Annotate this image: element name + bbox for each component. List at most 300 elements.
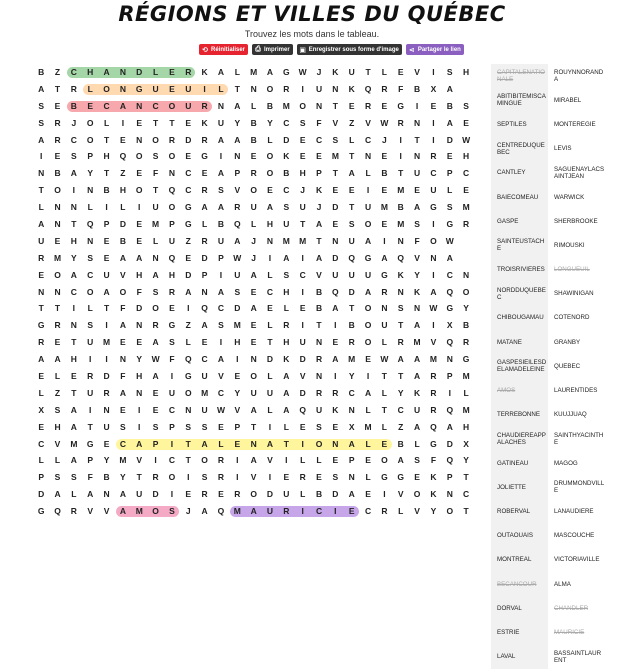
grid-cell[interactable]: T <box>283 438 289 449</box>
grid-cell[interactable]: V <box>250 472 257 483</box>
grid-cell[interactable]: S <box>332 472 339 483</box>
grid-cell[interactable]: T <box>463 506 469 517</box>
grid-cell[interactable]: H <box>463 67 470 77</box>
grid-cell[interactable]: H <box>119 185 126 196</box>
grid-cell[interactable]: P <box>87 151 94 162</box>
grid-cell[interactable]: N <box>119 83 126 94</box>
grid-cell[interactable]: I <box>415 100 419 111</box>
grid-cell[interactable]: L <box>365 168 371 179</box>
grid-cell[interactable]: U <box>87 387 94 398</box>
grid-cell[interactable]: A <box>348 438 355 449</box>
grid-cell[interactable]: E <box>267 303 273 314</box>
grid-cell[interactable]: G <box>37 320 45 331</box>
grid-cell[interactable]: E <box>381 438 388 449</box>
grid-cell[interactable]: Y <box>234 117 241 128</box>
grid-cell[interactable]: R <box>217 455 225 466</box>
grid-cell[interactable]: R <box>397 117 404 128</box>
grid-cell[interactable]: N <box>463 269 470 280</box>
grid-cell[interactable]: E <box>316 472 322 483</box>
grid-cell[interactable]: N <box>266 235 274 246</box>
grid-cell[interactable]: A <box>152 371 159 382</box>
grid-cell[interactable]: R <box>168 286 175 297</box>
grid-cell[interactable]: N <box>136 134 143 145</box>
grid-cell[interactable]: L <box>447 185 453 196</box>
grid-cell[interactable]: G <box>381 269 388 280</box>
grid-cell[interactable]: L <box>283 303 289 314</box>
grid-cell[interactable]: S <box>120 421 126 432</box>
grid-cell[interactable]: Y <box>71 252 77 263</box>
grid-cell[interactable]: T <box>54 83 61 94</box>
grid-cell[interactable]: A <box>38 219 45 230</box>
grid-cell[interactable]: M <box>462 404 470 415</box>
grid-cell[interactable]: N <box>332 438 339 449</box>
grid-cell[interactable]: O <box>168 100 176 111</box>
grid-cell[interactable]: V <box>365 117 371 128</box>
print-button[interactable]: ⎙ Imprimer <box>252 44 293 55</box>
grid-cell[interactable]: I <box>366 185 370 196</box>
grid-cell[interactable]: K <box>283 354 290 365</box>
grid-cell[interactable]: U <box>168 387 175 398</box>
grid-cell[interactable]: W <box>380 117 389 128</box>
grid-cell[interactable]: V <box>299 371 306 382</box>
grid-cell[interactable]: K <box>414 286 421 297</box>
grid-cell[interactable]: J <box>382 134 387 145</box>
grid-cell[interactable]: S <box>152 151 159 162</box>
grid-cell[interactable]: G <box>430 438 437 449</box>
grid-cell[interactable]: B <box>414 83 421 94</box>
grid-cell[interactable]: Z <box>120 168 126 179</box>
grid-cell[interactable]: L <box>185 337 191 348</box>
grid-cell[interactable]: X <box>446 320 453 331</box>
grid-cell[interactable]: G <box>430 202 437 213</box>
grid-cell[interactable]: M <box>282 235 290 246</box>
grid-cell[interactable]: L <box>218 83 224 94</box>
grid-cell[interactable]: N <box>54 219 61 230</box>
grid-cell[interactable]: A <box>414 320 421 331</box>
grid-cell[interactable]: Y <box>87 168 94 179</box>
grid-cell[interactable]: X <box>348 421 355 432</box>
grid-cell[interactable]: E <box>381 151 388 162</box>
grid-cell[interactable]: L <box>267 320 273 331</box>
grid-cell[interactable]: A <box>234 100 241 111</box>
grid-cell[interactable]: S <box>332 134 339 145</box>
grid-cell[interactable]: Q <box>446 404 454 415</box>
grid-cell[interactable]: E <box>38 421 44 432</box>
grid-cell[interactable]: C <box>201 354 208 365</box>
grid-cell[interactable]: L <box>381 387 387 398</box>
grid-cell[interactable]: F <box>169 354 175 365</box>
grid-cell[interactable]: B <box>446 100 453 111</box>
grid-cell[interactable]: J <box>71 117 77 128</box>
reset-button[interactable]: ⟲ Réinitialiser <box>199 44 248 55</box>
grid-cell[interactable]: N <box>38 286 45 297</box>
grid-cell[interactable]: I <box>236 455 239 466</box>
grid-cell[interactable]: H <box>136 371 143 382</box>
grid-cell[interactable]: R <box>364 100 372 111</box>
grid-cell[interactable]: I <box>187 472 190 483</box>
grid-cell[interactable]: G <box>184 371 192 382</box>
grid-cell[interactable]: Y <box>430 506 437 517</box>
grid-cell[interactable]: R <box>430 387 437 398</box>
grid-cell[interactable]: F <box>316 117 322 128</box>
grid-cell[interactable]: L <box>251 219 257 230</box>
grid-cell[interactable]: E <box>169 303 175 314</box>
grid-cell[interactable]: R <box>381 286 388 297</box>
grid-cell[interactable]: L <box>349 134 355 145</box>
grid-cell[interactable]: A <box>348 489 355 500</box>
grid-cell[interactable]: B <box>103 472 110 483</box>
grid-cell[interactable]: I <box>89 404 92 415</box>
grid-cell[interactable]: N <box>136 320 143 331</box>
grid-cell[interactable]: U <box>364 269 372 280</box>
grid-cell[interactable]: U <box>217 235 225 246</box>
grid-cell[interactable]: C <box>463 489 470 500</box>
grid-cell[interactable]: A <box>315 252 323 263</box>
grid-cell[interactable]: N <box>87 185 94 196</box>
grid-cell[interactable]: N <box>54 202 61 213</box>
grid-cell[interactable]: A <box>217 67 225 77</box>
grid-cell[interactable]: R <box>201 235 208 246</box>
grid-cell[interactable]: N <box>315 371 323 382</box>
grid-cell[interactable]: S <box>348 219 355 230</box>
grid-cell[interactable]: L <box>267 269 273 280</box>
grid-cell[interactable]: S <box>152 286 159 297</box>
grid-cell[interactable]: R <box>315 387 323 398</box>
grid-cell[interactable]: U <box>250 202 257 213</box>
grid-cell[interactable]: A <box>38 134 45 145</box>
grid-cell[interactable]: T <box>38 303 44 314</box>
grid-cell[interactable]: E <box>332 185 339 196</box>
grid-cell[interactable]: A <box>87 489 94 500</box>
grid-cell[interactable]: P <box>169 219 175 230</box>
letter-grid[interactable] <box>33 64 474 520</box>
grid-cell[interactable]: C <box>283 185 290 196</box>
grid-cell[interactable]: B <box>250 134 257 145</box>
grid-cell[interactable]: B <box>315 303 323 314</box>
grid-cell[interactable]: V <box>414 67 420 77</box>
grid-cell[interactable]: C <box>217 387 225 398</box>
grid-cell[interactable]: U <box>152 83 159 94</box>
grid-cell[interactable]: Q <box>430 421 437 432</box>
grid-cell[interactable]: W <box>298 67 307 77</box>
grid-cell[interactable]: T <box>152 185 159 196</box>
grid-cell[interactable]: Q <box>168 252 176 263</box>
grid-cell[interactable]: S <box>218 320 224 331</box>
grid-cell[interactable]: G <box>37 506 45 517</box>
grid-cell[interactable]: E <box>201 168 208 179</box>
grid-cell[interactable]: U <box>299 202 306 213</box>
grid-cell[interactable]: E <box>250 151 257 162</box>
grid-cell[interactable]: I <box>383 235 386 246</box>
grid-cell[interactable]: C <box>70 134 77 145</box>
grid-cell[interactable]: D <box>152 489 159 500</box>
grid-cell[interactable]: A <box>283 387 290 398</box>
grid-cell[interactable]: Q <box>119 151 127 162</box>
grid-cell[interactable]: G <box>86 438 94 449</box>
grid-cell[interactable]: N <box>152 252 159 263</box>
grid-cell[interactable]: L <box>87 83 93 94</box>
grid-cell[interactable]: M <box>233 506 241 517</box>
grid-cell[interactable]: L <box>202 219 208 230</box>
grid-cell[interactable]: R <box>103 387 110 398</box>
grid-cell[interactable]: P <box>234 168 241 179</box>
grid-cell[interactable]: A <box>446 252 453 263</box>
grid-cell[interactable]: E <box>299 134 306 145</box>
grid-cell[interactable]: U <box>315 404 323 415</box>
grid-cell[interactable]: E <box>365 354 371 365</box>
grid-cell[interactable]: I <box>219 151 223 162</box>
grid-cell[interactable]: C <box>152 100 159 111</box>
grid-cell[interactable]: O <box>86 134 94 145</box>
grid-cell[interactable]: R <box>185 67 192 77</box>
grid-cell[interactable]: E <box>120 134 126 145</box>
grid-cell[interactable]: E <box>218 489 224 500</box>
grid-cell[interactable]: A <box>217 286 225 297</box>
grid-cell[interactable]: T <box>316 320 322 331</box>
grid-cell[interactable]: T <box>103 303 110 314</box>
grid-cell[interactable]: I <box>432 320 435 331</box>
grid-cell[interactable]: E <box>250 320 257 331</box>
grid-cell[interactable]: E <box>71 371 77 382</box>
grid-cell[interactable]: M <box>348 354 356 365</box>
grid-cell[interactable]: L <box>54 371 61 382</box>
grid-cell[interactable]: E <box>152 387 159 398</box>
grid-cell[interactable]: O <box>266 151 274 162</box>
grid-cell[interactable]: A <box>381 252 388 263</box>
grid-cell[interactable]: U <box>201 371 208 382</box>
grid-cell[interactable]: A <box>103 286 110 297</box>
grid-cell[interactable]: E <box>365 489 371 500</box>
grid-cell[interactable]: A <box>119 506 126 517</box>
grid-cell[interactable]: M <box>103 337 111 348</box>
grid-cell[interactable]: I <box>170 438 174 449</box>
grid-cell[interactable]: V <box>120 269 126 280</box>
grid-cell[interactable]: U <box>364 202 372 213</box>
grid-cell[interactable]: I <box>268 472 272 483</box>
grid-cell[interactable]: Y <box>414 269 420 280</box>
grid-cell[interactable]: S <box>234 286 241 297</box>
grid-cell[interactable]: E <box>316 151 322 162</box>
grid-cell[interactable]: E <box>250 337 257 348</box>
grid-cell[interactable]: N <box>103 404 110 415</box>
grid-cell[interactable]: C <box>315 134 323 145</box>
grid-cell[interactable]: M <box>152 219 160 230</box>
grid-cell[interactable]: U <box>168 235 175 246</box>
grid-cell[interactable]: O <box>184 387 192 398</box>
grid-cell[interactable]: E <box>381 100 388 111</box>
grid-cell[interactable]: U <box>87 337 94 348</box>
grid-cell[interactable]: F <box>414 235 420 246</box>
grid-cell[interactable]: Q <box>299 404 306 415</box>
grid-cell[interactable]: N <box>250 83 257 94</box>
grid-cell[interactable]: S <box>201 472 208 483</box>
grid-cell[interactable]: L <box>381 67 387 77</box>
grid-cell[interactable]: Q <box>168 185 176 196</box>
grid-cell[interactable]: N <box>446 354 453 365</box>
grid-cell[interactable]: A <box>103 67 110 77</box>
grid-cell[interactable]: M <box>53 252 62 263</box>
grid-cell[interactable]: E <box>234 371 241 382</box>
grid-cell[interactable]: C <box>364 506 372 517</box>
grid-cell[interactable]: D <box>185 269 192 280</box>
grid-cell[interactable]: A <box>430 286 437 297</box>
grid-cell[interactable]: I <box>399 151 402 162</box>
grid-cell[interactable]: R <box>250 168 257 179</box>
grid-cell[interactable]: D <box>119 219 126 230</box>
grid-cell[interactable]: D <box>446 134 453 145</box>
grid-cell[interactable]: F <box>136 286 142 297</box>
grid-cell[interactable]: T <box>103 168 110 179</box>
grid-cell[interactable]: M <box>119 455 127 466</box>
grid-cell[interactable]: K <box>397 269 404 280</box>
grid-cell[interactable]: E <box>299 151 306 162</box>
grid-cell[interactable]: T <box>365 67 371 77</box>
grid-cell[interactable]: R <box>234 202 241 213</box>
grid-cell[interactable]: Q <box>446 455 454 466</box>
grid-cell[interactable]: E <box>87 100 94 111</box>
grid-cell[interactable]: K <box>201 67 208 77</box>
grid-cell[interactable]: L <box>316 455 322 466</box>
grid-cell[interactable]: R <box>54 117 61 128</box>
grid-cell[interactable]: N <box>168 168 175 179</box>
grid-cell[interactable]: C <box>299 269 306 280</box>
grid-cell[interactable]: N <box>315 100 323 111</box>
grid-cell[interactable]: Q <box>332 286 339 297</box>
grid-cell[interactable]: E <box>250 286 257 297</box>
grid-cell[interactable]: E <box>54 100 61 111</box>
grid-cell[interactable]: N <box>54 286 61 297</box>
grid-cell[interactable]: Q <box>86 219 94 230</box>
grid-cell[interactable]: R <box>38 337 45 348</box>
grid-cell[interactable]: I <box>72 185 76 196</box>
grid-cell[interactable]: H <box>283 337 290 348</box>
grid-cell[interactable]: E <box>54 337 61 348</box>
grid-cell[interactable]: I <box>72 303 76 314</box>
grid-cell[interactable]: U <box>185 100 192 111</box>
grid-cell[interactable]: J <box>251 252 256 263</box>
grid-cell[interactable]: M <box>364 421 372 432</box>
grid-cell[interactable]: O <box>86 286 94 297</box>
grid-cell[interactable]: T <box>152 117 159 128</box>
grid-cell[interactable]: L <box>414 438 420 449</box>
grid-cell[interactable]: V <box>397 489 404 500</box>
grid-cell[interactable]: H <box>283 286 290 297</box>
grid-cell[interactable]: I <box>219 269 223 280</box>
grid-cell[interactable]: I <box>301 286 304 297</box>
grid-cell[interactable]: N <box>217 100 225 111</box>
grid-cell[interactable]: N <box>315 337 323 348</box>
grid-cell[interactable]: N <box>348 404 355 415</box>
grid-cell[interactable]: L <box>365 438 371 449</box>
grid-cell[interactable]: R <box>430 151 437 162</box>
grid-cell[interactable]: T <box>251 421 257 432</box>
grid-cell[interactable]: L <box>267 134 273 145</box>
grid-cell[interactable]: A <box>446 83 453 94</box>
grid-cell[interactable]: O <box>364 337 372 348</box>
grid-cell[interactable]: U <box>430 185 437 196</box>
grid-cell[interactable]: R <box>201 185 208 196</box>
grid-cell[interactable]: A <box>364 387 372 398</box>
grid-cell[interactable]: S <box>169 506 175 517</box>
grid-cell[interactable]: T <box>398 168 404 179</box>
grid-cell[interactable]: I <box>187 303 190 314</box>
grid-cell[interactable]: S <box>169 337 175 348</box>
grid-cell[interactable]: R <box>70 83 77 94</box>
grid-cell[interactable]: O <box>152 134 159 145</box>
grid-cell[interactable]: O <box>250 185 257 196</box>
grid-cell[interactable]: N <box>332 83 339 94</box>
grid-cell[interactable]: M <box>380 202 388 213</box>
grid-cell[interactable]: L <box>283 421 289 432</box>
grid-cell[interactable]: N <box>136 100 143 111</box>
grid-cell[interactable]: P <box>316 168 322 179</box>
grid-cell[interactable]: P <box>152 438 159 449</box>
grid-cell[interactable]: U <box>348 269 355 280</box>
grid-cell[interactable]: A <box>119 489 126 500</box>
grid-cell[interactable]: I <box>301 438 304 449</box>
grid-cell[interactable]: A <box>234 134 241 145</box>
grid-cell[interactable]: N <box>103 489 110 500</box>
grid-cell[interactable]: X <box>430 83 437 94</box>
grid-cell[interactable]: L <box>251 100 257 111</box>
grid-cell[interactable]: S <box>299 117 306 128</box>
grid-cell[interactable]: I <box>105 354 108 365</box>
grid-cell[interactable]: D <box>234 303 241 314</box>
grid-cell[interactable]: C <box>119 438 126 449</box>
grid-cell[interactable]: I <box>366 371 370 382</box>
grid-cell[interactable]: I <box>448 387 451 398</box>
grid-cell[interactable]: I <box>432 117 435 128</box>
grid-cell[interactable]: A <box>119 387 126 398</box>
grid-cell[interactable]: Z <box>185 235 191 246</box>
grid-cell[interactable]: L <box>218 438 224 449</box>
grid-cell[interactable]: N <box>414 117 421 128</box>
grid-cell[interactable]: U <box>234 269 241 280</box>
grid-cell[interactable]: P <box>348 455 355 466</box>
grid-cell[interactable]: Z <box>349 117 355 128</box>
grid-cell[interactable]: T <box>332 168 338 179</box>
grid-cell[interactable]: S <box>152 421 159 432</box>
grid-cell[interactable]: R <box>463 337 470 348</box>
grid-cell[interactable]: O <box>364 320 372 331</box>
grid-cell[interactable]: B <box>119 235 126 246</box>
grid-cell[interactable]: A <box>266 67 274 77</box>
grid-cell[interactable]: A <box>201 438 208 449</box>
grid-cell[interactable]: B <box>103 185 110 196</box>
grid-cell[interactable]: B <box>397 202 404 213</box>
grid-cell[interactable]: S <box>71 151 77 162</box>
grid-cell[interactable]: N <box>250 354 257 365</box>
grid-cell[interactable]: A <box>414 354 421 365</box>
grid-cell[interactable]: D <box>103 371 110 382</box>
grid-cell[interactable]: Y <box>397 387 404 398</box>
grid-cell[interactable]: Z <box>398 421 404 432</box>
grid-cell[interactable]: L <box>103 117 110 128</box>
grid-cell[interactable]: D <box>299 354 306 365</box>
grid-cell[interactable]: A <box>332 354 339 365</box>
grid-cell[interactable]: Q <box>233 219 241 230</box>
grid-cell[interactable]: Y <box>103 455 110 466</box>
grid-cell[interactable]: Q <box>397 252 405 263</box>
grid-cell[interactable]: U <box>381 320 388 331</box>
grid-cell[interactable]: A <box>414 421 421 432</box>
grid-cell[interactable]: F <box>152 168 159 179</box>
grid-cell[interactable]: V <box>414 506 420 517</box>
grid-cell[interactable]: F <box>120 303 126 314</box>
grid-cell[interactable]: O <box>413 489 421 500</box>
grid-cell[interactable]: A <box>283 404 290 415</box>
grid-cell[interactable]: S <box>414 455 420 466</box>
